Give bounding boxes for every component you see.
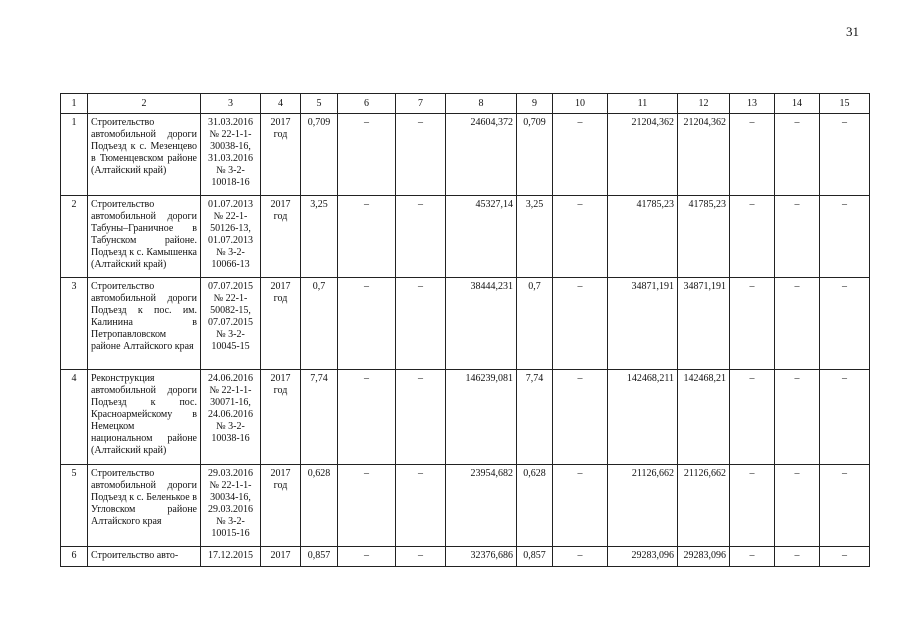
cell-col14: – bbox=[775, 547, 820, 567]
cell-col6: – bbox=[338, 196, 396, 278]
table-row bbox=[61, 196, 870, 278]
row-number: 6 bbox=[61, 547, 88, 567]
column-header: 11 bbox=[608, 94, 678, 114]
cell-col11: 41785,23 bbox=[608, 196, 678, 278]
cell-col8: 146239,081 bbox=[446, 370, 517, 465]
cell-col8: 23954,682 bbox=[446, 465, 517, 547]
cell-col12: 34871,191 bbox=[678, 278, 730, 370]
year-cell: 2017 год bbox=[261, 465, 301, 547]
cell-col5: 0,7 bbox=[301, 278, 338, 370]
cell-col14: – bbox=[775, 465, 820, 547]
cell-col11: 21126,662 bbox=[608, 465, 678, 547]
cell-col15: – bbox=[820, 547, 870, 567]
cell-col11: 34871,191 bbox=[608, 278, 678, 370]
cell-col8: 24604,372 bbox=[446, 114, 517, 196]
column-header: 14 bbox=[775, 94, 820, 114]
row-number: 5 bbox=[61, 465, 88, 547]
cell-col14: – bbox=[775, 370, 820, 465]
document-reference: 24.06.2016 № 22-1-1-30071-16, 24.06.2016 № 3-2-10038-16 bbox=[201, 370, 261, 465]
cell-col10: – bbox=[553, 547, 608, 567]
column-header: 2 bbox=[88, 94, 201, 114]
data-table bbox=[60, 93, 870, 567]
cell-col7: – bbox=[396, 547, 446, 567]
cell-col10: – bbox=[553, 196, 608, 278]
cell-col10: – bbox=[553, 370, 608, 465]
table-row bbox=[61, 114, 870, 196]
cell-col12: 21126,662 bbox=[678, 465, 730, 547]
cell-col6: – bbox=[338, 370, 396, 465]
cell-col5: 7,74 bbox=[301, 370, 338, 465]
year-cell: 2017 год bbox=[261, 278, 301, 370]
cell-col9: 0,857 bbox=[517, 547, 553, 567]
cell-col7: – bbox=[396, 465, 446, 547]
cell-col9: 7,74 bbox=[517, 370, 553, 465]
cell-col12: 142468,21 bbox=[678, 370, 730, 465]
table-row bbox=[61, 278, 870, 370]
object-name: Реконструкция автомобильной дороги Подъезд к пос. Красноармейскому в Немецком национальном районе (Алтайский край) bbox=[88, 370, 201, 465]
cell-col7: – bbox=[396, 114, 446, 196]
row-number: 4 bbox=[61, 370, 88, 465]
cell-col11: 29283,096 bbox=[608, 547, 678, 567]
year-cell: 2017 год bbox=[261, 370, 301, 465]
year-cell: 2017 год bbox=[261, 196, 301, 278]
cell-col8: 32376,686 bbox=[446, 547, 517, 567]
cell-col13: – bbox=[730, 278, 775, 370]
column-header: 1 bbox=[61, 94, 88, 114]
cell-col14: – bbox=[775, 114, 820, 196]
column-header: 5 bbox=[301, 94, 338, 114]
cell-col15: – bbox=[820, 370, 870, 465]
cell-col11: 142468,211 bbox=[608, 370, 678, 465]
column-header: 8 bbox=[446, 94, 517, 114]
document-reference: 29.03.2016 № 22-1-1-30034-16, 29.03.2016 № 3-2-10015-16 bbox=[201, 465, 261, 547]
cell-col11: 21204,362 bbox=[608, 114, 678, 196]
object-name: Строительство автомобильной дороги Табуны–Граничное в Табунском районе. Подъезд к с. Камышенка (Алтайский край) bbox=[88, 196, 201, 278]
cell-col14: – bbox=[775, 196, 820, 278]
cell-col12: 41785,23 bbox=[678, 196, 730, 278]
column-header: 13 bbox=[730, 94, 775, 114]
cell-col6: – bbox=[338, 278, 396, 370]
object-name: Строительство автомобильной дороги Подъезд к с. Беленькое в Угловском районе Алтайского края bbox=[88, 465, 201, 547]
cell-col15: – bbox=[820, 465, 870, 547]
cell-col14: – bbox=[775, 278, 820, 370]
page-number: 31 bbox=[846, 24, 859, 39]
cell-col9: 0,709 bbox=[517, 114, 553, 196]
column-header: 3 bbox=[201, 94, 261, 114]
cell-col9: 0,628 bbox=[517, 465, 553, 547]
row-number: 1 bbox=[61, 114, 88, 196]
object-name: Строительство автомобильной дороги Подъезд к пос. им. Калинина в Петропавловском районе Алтайского края bbox=[88, 278, 201, 370]
cell-col9: 3,25 bbox=[517, 196, 553, 278]
document-reference: 31.03.2016 № 22-1-1-30038-16, 31.03.2016 № 3-2-10018-16 bbox=[201, 114, 261, 196]
object-name: Строительство авто- bbox=[88, 547, 201, 567]
cell-col6: – bbox=[338, 547, 396, 567]
column-header: 4 bbox=[261, 94, 301, 114]
cell-col8: 45327,14 bbox=[446, 196, 517, 278]
cell-col9: 0,7 bbox=[517, 278, 553, 370]
cell-col15: – bbox=[820, 114, 870, 196]
document-reference: 07.07.2015 № 22-1-50082-15, 07.07.2015 № 3-2-10045-15 bbox=[201, 278, 261, 370]
cell-col15: – bbox=[820, 278, 870, 370]
cell-col6: – bbox=[338, 465, 396, 547]
year-cell: 2017 bbox=[261, 547, 301, 567]
table-row bbox=[61, 465, 870, 547]
cell-col5: 0,628 bbox=[301, 465, 338, 547]
column-header: 9 bbox=[517, 94, 553, 114]
cell-col7: – bbox=[396, 278, 446, 370]
row-number: 2 bbox=[61, 196, 88, 278]
cell-col13: – bbox=[730, 196, 775, 278]
document-reference: 17.12.2015 bbox=[201, 547, 261, 567]
document-reference: 01.07.2013 № 22-1-50126-13, 01.07.2013 № 3-2-10066-13 bbox=[201, 196, 261, 278]
column-header: 7 bbox=[396, 94, 446, 114]
cell-col13: – bbox=[730, 465, 775, 547]
cell-col13: – bbox=[730, 370, 775, 465]
cell-col15: – bbox=[820, 196, 870, 278]
cell-col10: – bbox=[553, 114, 608, 196]
column-header: 15 bbox=[820, 94, 870, 114]
cell-col7: – bbox=[396, 196, 446, 278]
header-row bbox=[61, 94, 870, 114]
cell-col5: 0,857 bbox=[301, 547, 338, 567]
cell-col13: – bbox=[730, 114, 775, 196]
row-number: 3 bbox=[61, 278, 88, 370]
table-row bbox=[61, 370, 870, 465]
cell-col6: – bbox=[338, 114, 396, 196]
column-header: 10 bbox=[553, 94, 608, 114]
cell-col5: 0,709 bbox=[301, 114, 338, 196]
cell-col8: 38444,231 bbox=[446, 278, 517, 370]
cell-col7: – bbox=[396, 370, 446, 465]
cell-col10: – bbox=[553, 465, 608, 547]
year-cell: 2017 год bbox=[261, 114, 301, 196]
column-header: 6 bbox=[338, 94, 396, 114]
column-header: 12 bbox=[678, 94, 730, 114]
cell-col5: 3,25 bbox=[301, 196, 338, 278]
object-name: Строительство автомобильной дороги Подъезд к с. Мезенцево в Тюменцевском районе (Алтайский край) bbox=[88, 114, 201, 196]
table-row bbox=[61, 547, 870, 567]
cell-col12: 21204,362 bbox=[678, 114, 730, 196]
cell-col12: 29283,096 bbox=[678, 547, 730, 567]
cell-col13: – bbox=[730, 547, 775, 567]
cell-col10: – bbox=[553, 278, 608, 370]
